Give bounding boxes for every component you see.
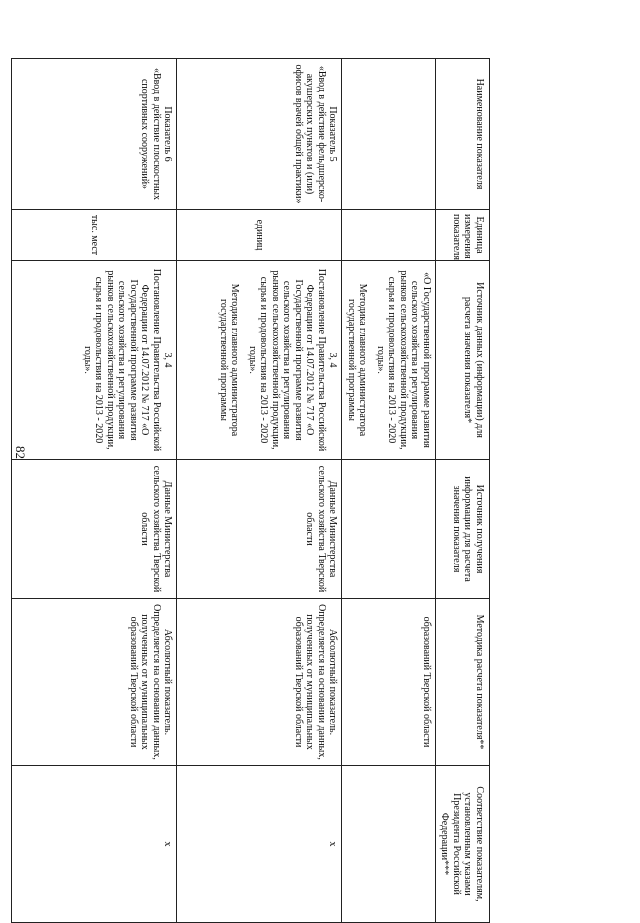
header-method: Методика расчета показателя** bbox=[436, 599, 490, 766]
indicator-5-source-cell bbox=[177, 261, 342, 460]
indicator-6-name-cell bbox=[12, 59, 177, 210]
indicators-table bbox=[12, 58, 491, 923]
rotated-table-container bbox=[82, 58, 490, 902]
indicator-6-method-cell: Абсолютный показатель. Определяется на основании данных, полученных от муниципальных образований Тверской области bbox=[12, 599, 177, 766]
indicator-5-method-cell: Абсолютный показатель. Определяется на основании данных, полученных от муниципальных образований Тверской области bbox=[177, 599, 342, 766]
indicator-6-unit-cell: тыс. мест bbox=[12, 210, 177, 261]
indicator-5-name-cell bbox=[177, 59, 342, 210]
header-unit: Единица измерения показателя bbox=[436, 210, 490, 261]
indicator-5-source-text: Постановление Правительства Российской Федерации от 14.07.2012 № 717 «О Государственной программе развития сельского хозяйства и регулирования рынков сельскохозяйственной продукции, сырья и продовольствия на 2013 - 2020 годы». bbox=[247, 268, 327, 452]
indicator-6-source-text: Постановление Правительства Российской Федерации от 14.07.2012 № 717 «О Государственной программе развития сельского хозяйства и регулирования рынков сельскохозяйственной продукции, сырья и продовольствия на 2013 - 2020 годы». bbox=[82, 268, 162, 452]
table-header bbox=[436, 59, 490, 923]
table-body bbox=[12, 59, 436, 923]
cont-source-cell bbox=[342, 261, 436, 460]
table-row-indicator-5 bbox=[177, 59, 342, 923]
cont-source-text: «О Государственной программе развития сельского хозяйства и регулирования рынков сельскохозяйственной продукции, сырья и продовольствия на 2013 - 2020 годы». bbox=[375, 270, 432, 450]
header-receiving: Источник получения информации для расчета значения показателя bbox=[436, 460, 490, 599]
indicator-5-presidential-cell: х bbox=[177, 766, 342, 923]
table-row-indicator-6 bbox=[12, 59, 177, 923]
table-row-continuation bbox=[342, 59, 436, 923]
indicator-5-source-method: Методика главного администратора государственной программы bbox=[218, 283, 241, 437]
cont-source-method: Методика главного администратора государственной программы bbox=[346, 283, 369, 437]
cont-name-cell bbox=[342, 59, 436, 210]
cont-unit-cell bbox=[342, 210, 436, 261]
indicator-5-title: Показатель 5 bbox=[327, 106, 339, 162]
indicator-6-source-ref: 3, 4 bbox=[162, 352, 174, 368]
indicator-5-text: «Ввод в действие фельдшерско-акушерских пунктов и (или) офисов врачей общей практики» bbox=[293, 64, 327, 204]
cont-receiving-cell bbox=[342, 460, 436, 599]
header-name: Наименование показателя bbox=[436, 59, 490, 210]
indicator-6-title: Показатель 6 bbox=[162, 106, 174, 162]
indicator-5-source-ref: 3, 4 bbox=[327, 352, 339, 368]
indicator-6-text: «Ввод в действие плоскостных спортивных сооружений» bbox=[139, 67, 162, 201]
indicator-6-source-cell bbox=[12, 261, 177, 460]
indicator-6-presidential-cell: х bbox=[12, 766, 177, 923]
header-source: Источник данных (информации) для расчета значения показателя* bbox=[436, 261, 490, 460]
cont-presidential-cell bbox=[342, 766, 436, 923]
indicator-5-unit-cell: единиц bbox=[177, 210, 342, 261]
page-number: 82 bbox=[13, 446, 28, 459]
cont-method-cell: образований Тверской области bbox=[342, 599, 436, 766]
header-row bbox=[436, 59, 490, 923]
indicator-5-receiving-cell: Данные Министерства сельского хозяйства Тверской области bbox=[177, 460, 342, 599]
indicator-6-receiving-cell: Данные Министерства сельского хозяйства Тверской области bbox=[12, 460, 177, 599]
header-presidential: Соответствие показателям, установленным указами Президента Российской Федерации*** bbox=[436, 766, 490, 923]
